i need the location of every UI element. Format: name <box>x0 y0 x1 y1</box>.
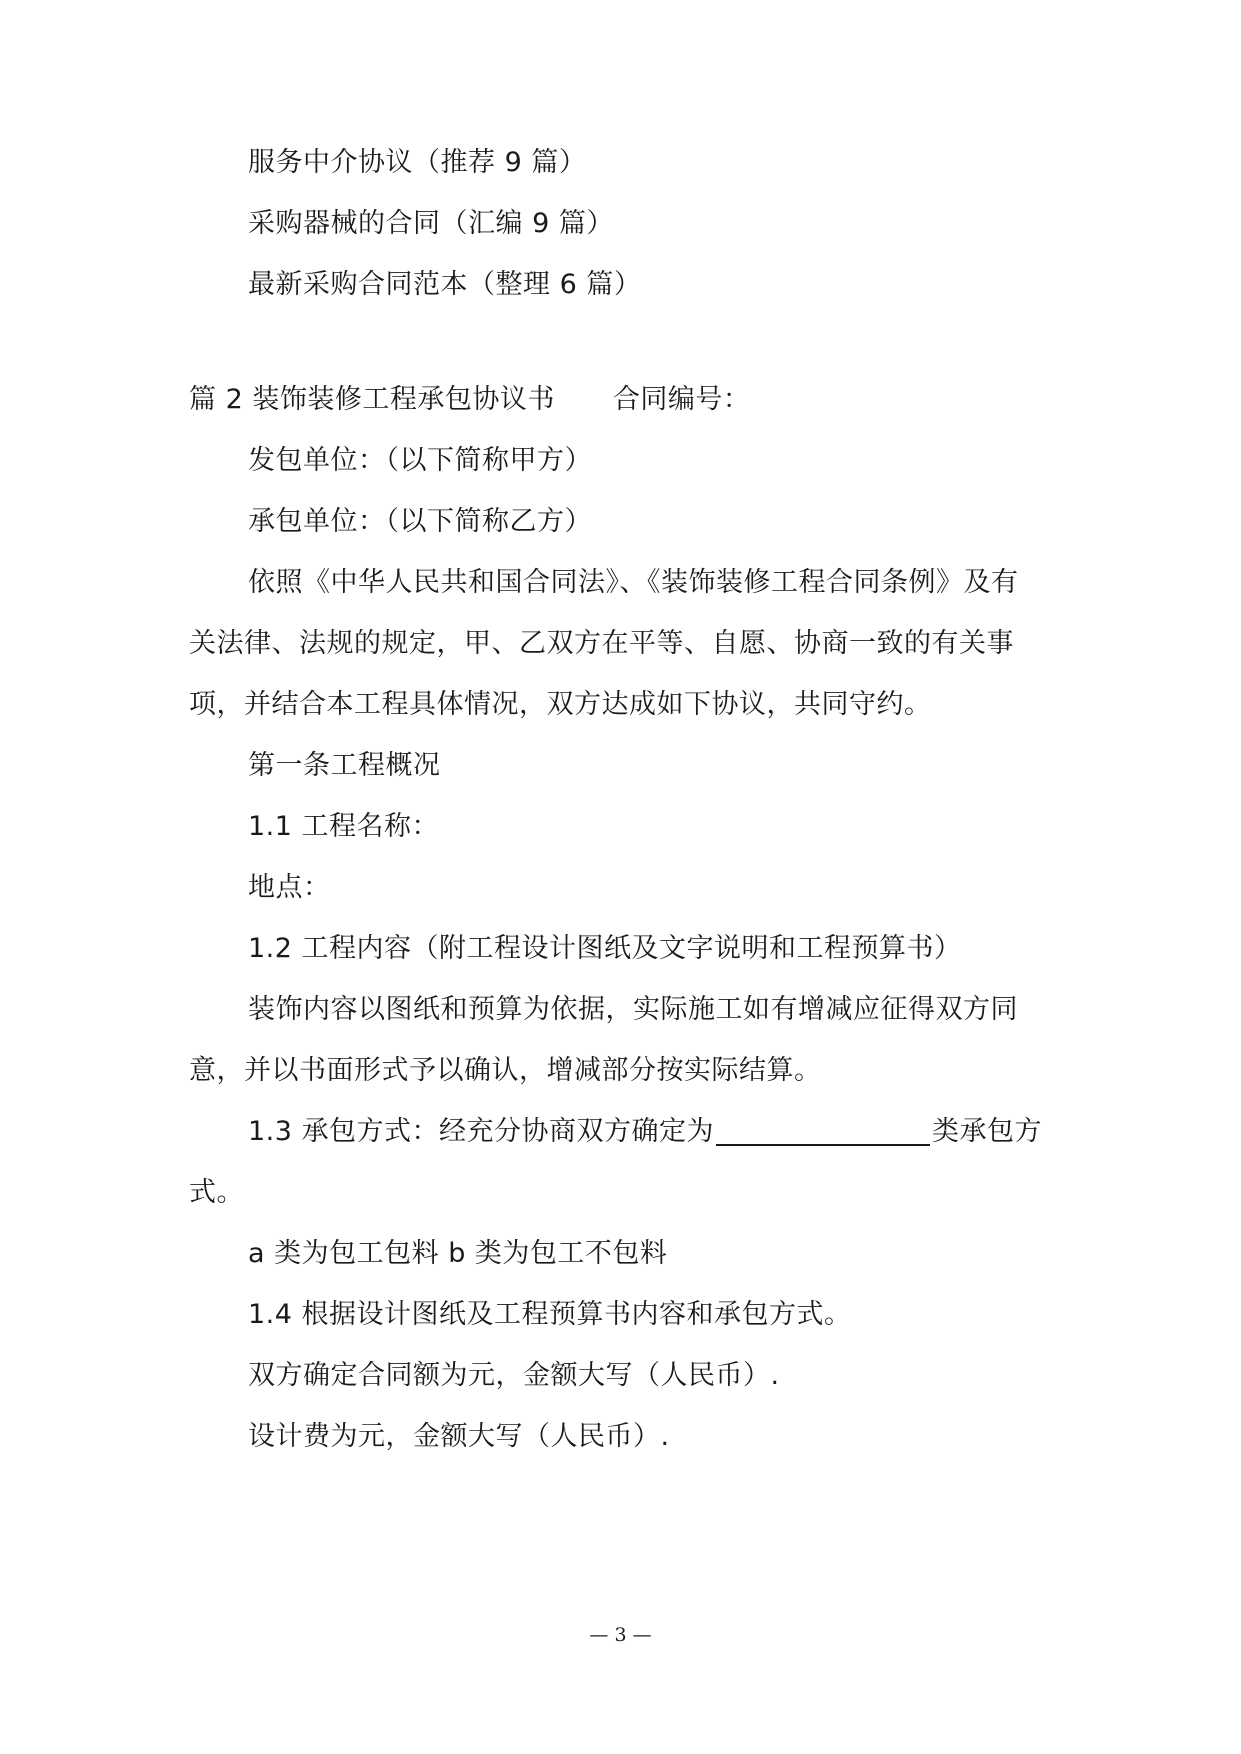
related-link-3[interactable]: 最新采购合同范本（整理 6 篇） <box>248 269 642 300</box>
section-heading-row <box>189 380 750 420</box>
item-1-3-prefix: 1.3 承包方式：经充分协商双方确定为 <box>248 1116 715 1147</box>
contract-types: a 类为包工包料 b 类为包工不包料 <box>248 1238 668 1269</box>
contract-type-blank <box>716 1114 930 1146</box>
item-1-3-suffix: 类承包方 <box>932 1116 1043 1147</box>
project-location: 地点： <box>248 872 331 903</box>
article-1-title: 第一条工程概况 <box>248 750 441 781</box>
content-note-line-1: 装饰内容以图纸和预算为依据，实际施工如有增减应征得双方同 <box>248 994 1018 1025</box>
related-link-2[interactable]: 采购器械的合同（汇编 9 篇） <box>248 208 614 239</box>
design-fee: 设计费为元，金额大写（人民币）. <box>248 1421 670 1452</box>
preamble-line-1: 依照《中华人民共和国合同法》、《装饰装修工程合同条例》及有 <box>248 567 1019 598</box>
item-1-1-project-name: 1.1 工程名称： <box>248 811 440 842</box>
contract-number-label: 合同编号： <box>612 384 751 415</box>
item-1-2-project-content: 1.2 工程内容（附工程设计图纸及文字说明和工程预算书） <box>248 933 962 964</box>
contract-amount: 双方确定合同额为元，金额大写（人民币）. <box>248 1360 780 1391</box>
section-heading: 篇 2 装饰装修工程承包协议书 <box>189 384 555 415</box>
preamble-line-2: 关法律、法规的规定，甲、乙双方在平等、自愿、协商一致的有关事 <box>189 628 1014 659</box>
related-link-1[interactable]: 服务中介协议（推荐 9 篇） <box>248 147 587 178</box>
content-note-line-2: 意，并以书面形式予以确认，增减部分按实际结算。 <box>189 1055 822 1086</box>
item-1-3-wrap: 式。 <box>189 1177 244 1208</box>
contractor-party: 承包单位：（以下简称乙方） <box>248 506 592 537</box>
item-1-3-contract-mode <box>248 1112 1042 1152</box>
item-1-4: 1.4 根据设计图纸及工程预算书内容和承包方式。 <box>248 1299 852 1330</box>
page-number: — 3 — <box>589 1624 652 1646</box>
preamble-line-3: 项，并结合本工程具体情况，双方达成如下协议，共同守约。 <box>189 689 932 720</box>
employer-party: 发包单位：（以下简称甲方） <box>248 445 592 476</box>
